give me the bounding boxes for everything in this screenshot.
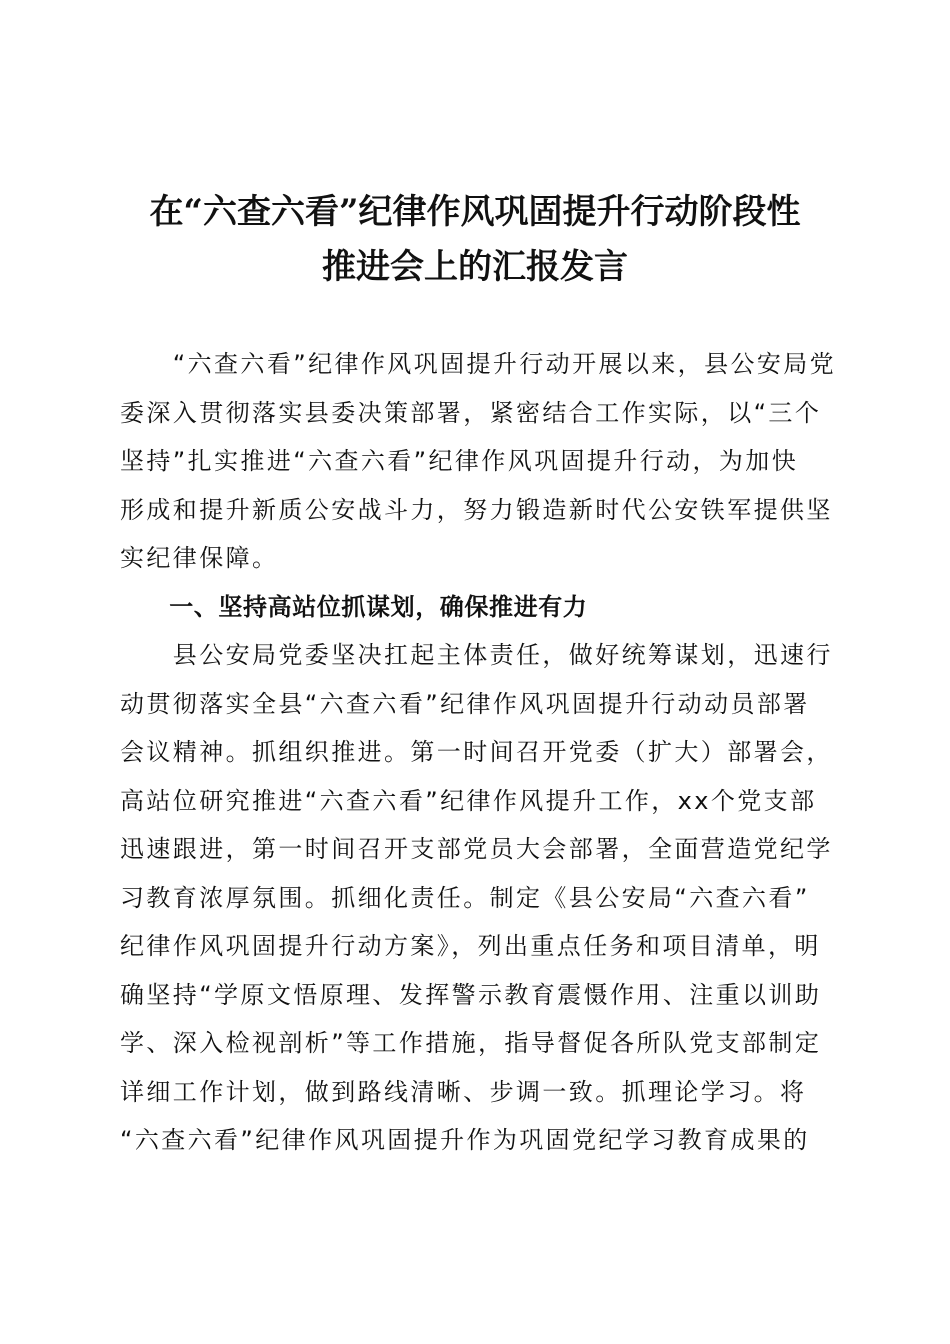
section1-line-3: 会议精神。抓组织推进。第一时间召开党委（扩大）部署会， — [120, 738, 833, 766]
section1-line-8: 确坚持“学原文悟原理、发挥警示教育震慑作用、注重以训助 — [120, 980, 822, 1009]
intro-line-5: 实纪律保障。 — [120, 544, 279, 572]
section1-line-7: 纪律作风巩固提升行动方案》，列出重点任务和项目清单，明 — [120, 932, 821, 960]
section1-line-6: 习教育浓厚氛围。抓细化责任。制定《县公安局“六查六看” — [120, 883, 810, 912]
section1-line-2: 动贯彻落实全县“六查六看”纪律作风巩固提升行动动员部署 — [120, 689, 810, 718]
intro-line-2: 委深入贯彻落实县委决策部署，紧密结合工作实际，以“三个 — [120, 398, 822, 427]
section1-line-5: 迅速跟进，第一时间召开支部党员大会部署，全面营造党纪学 — [120, 835, 833, 863]
intro-line-3: 坚持”扎实推进“六查六看”纪律作风巩固提升行动，为加快 — [120, 447, 799, 475]
section1-line-11: “六查六看”纪律作风巩固提升作为巩固党纪学习教育成果的 — [120, 1126, 810, 1154]
document-title — [110, 185, 840, 295]
document-body — [120, 340, 837, 1165]
intro-line-1: “六查六看”纪律作风巩固提升行动开展以来，县公安局党 — [120, 350, 837, 378]
section1-line-4: 高站位研究推进“六查六看”纪律作风提升工作，xx个党支部 — [120, 786, 817, 815]
section1-line-9: 学、深入检视剖析”等工作措施，指导督促各所队党支部制定 — [120, 1029, 822, 1057]
intro-line-4: 形成和提升新质公安战斗力，努力锻造新时代公安铁军提供坚 — [120, 495, 833, 524]
section1-line-10: 详细工作计划，做到路线清晰、步调一致。抓理论学习。将 — [120, 1077, 807, 1106]
section1-line-1: 县公安局党委坚决扛起主体责任，做好统筹谋划，迅速行 — [120, 641, 833, 669]
title-line-2: 推进会上的汇报发言 — [322, 247, 628, 287]
section-heading-1: 一、坚持高站位抓谋划，确保推进有力 — [120, 592, 588, 621]
title-line-1: 在“六查六看”纪律作风巩固提升行动阶段性 — [149, 192, 801, 232]
